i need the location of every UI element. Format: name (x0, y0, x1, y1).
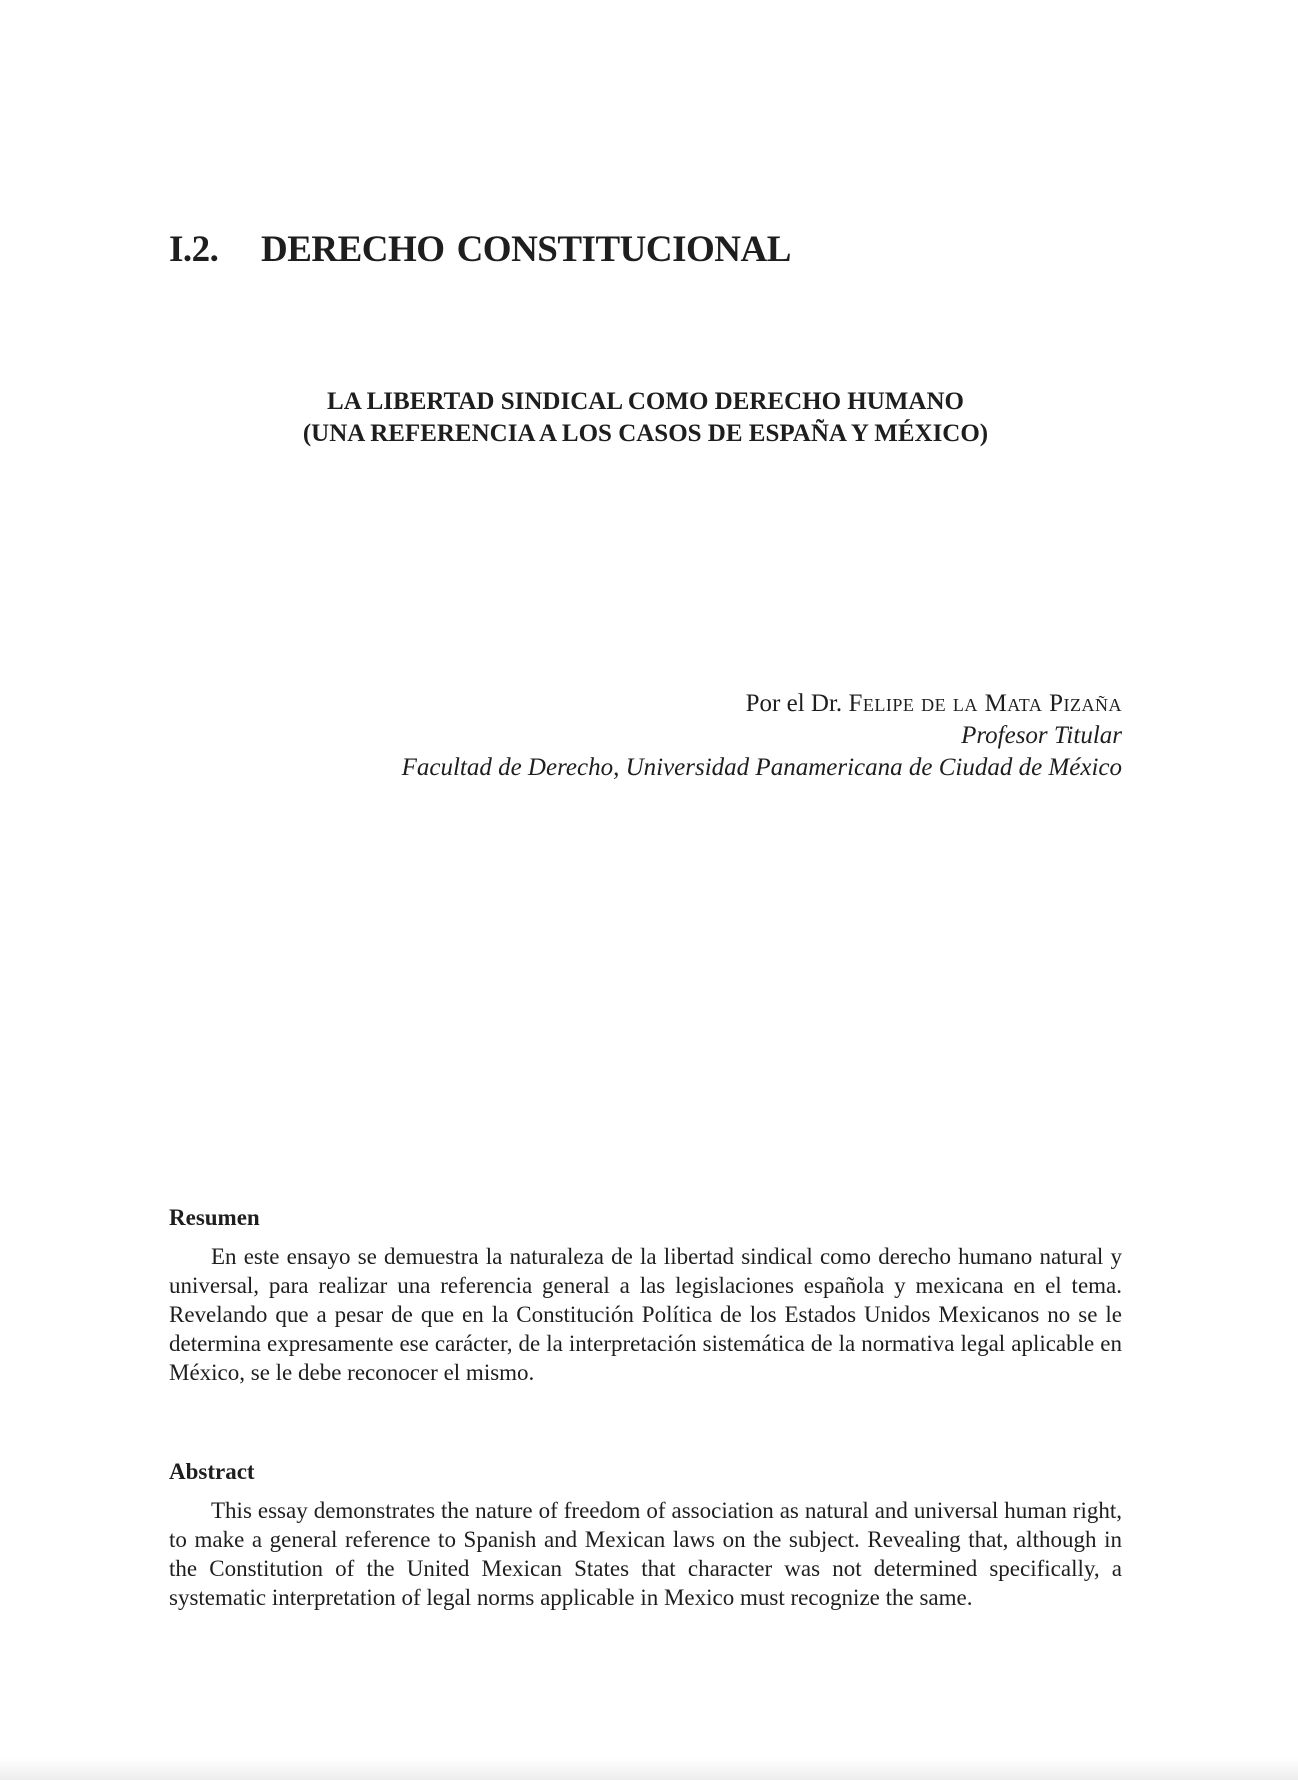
byline-author-line (402, 688, 1122, 720)
resumen-text: En este ensayo se demuestra la naturaleza de la libertad sindical como derecho humano natural y universal, para realizar una referencia general a las legislaciones española y mexicana en el tema. Revelando que a pesar de que en la Constitución Política de los Estados Unidos Mexicanos no se le determina expresamente ese carácter, de la interpretación sistemática de la normativa legal aplicable en México, se le debe reconocer el mismo. (169, 1244, 1122, 1385)
abstract-heading: Abstract (169, 1459, 255, 1484)
section-heading (169, 228, 791, 271)
article-title-line-1: LA LIBERTAD SINDICAL COMO DERECHO HUMANO (327, 388, 964, 415)
resumen-section (169, 1204, 1122, 1387)
section-title-word-1: DERECHO (261, 229, 445, 270)
article-title (169, 386, 1122, 450)
abstract-text: This essay demonstrates the nature of freedom of association as natural and universal human right, to make a general reference to Spanish and Mexican laws on the subject. Revealing that, although in the Constitution of the United Mexican States that character was not determined specifically, a systematic interpretation of legal norms applicable in Mexico must recognize the same. (169, 1498, 1122, 1610)
author-byline (402, 688, 1122, 784)
resumen-heading: Resumen (169, 1205, 260, 1230)
author-position (402, 720, 1122, 752)
section-number: I.2. (169, 229, 219, 270)
page-bottom-shadow (0, 1758, 1298, 1780)
abstract-section (169, 1458, 1122, 1612)
section-title-word-2: CONSTITUCIONAL (456, 229, 791, 270)
author-affiliation (402, 752, 1122, 784)
author-affiliation-text: Facultad de Derecho, Universidad Panamericana de Ciudad de México (401, 754, 1122, 781)
author-name: Felipe de la Mata Pizaña (848, 690, 1122, 717)
article-title-line-2: (UNA REFERENCIA A LOS CASOS DE ESPAÑA Y MÉXICO) (302, 420, 989, 447)
byline-prefix: Por el Dr. (745, 690, 849, 717)
author-position-text: Profesor Titular (961, 722, 1122, 749)
